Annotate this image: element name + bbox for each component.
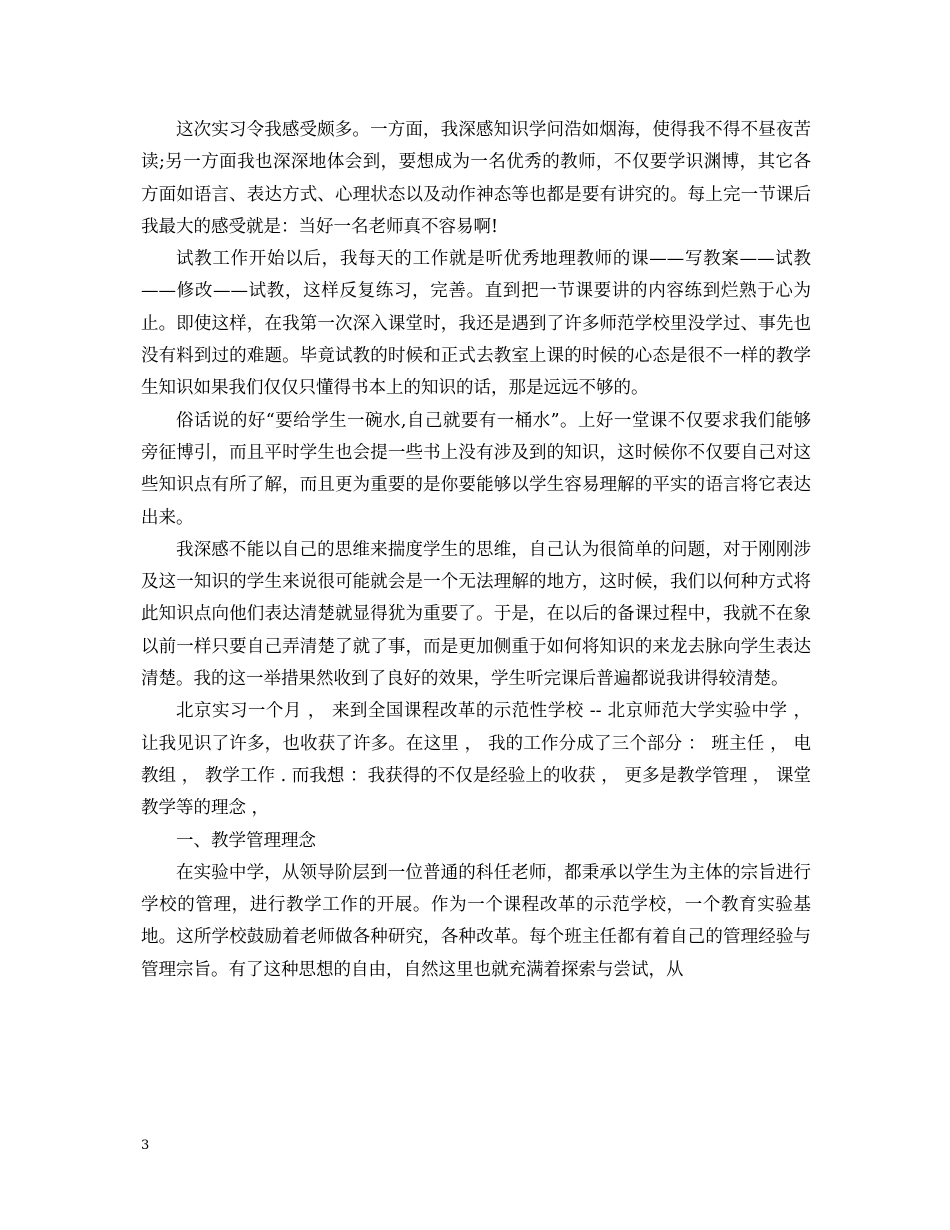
page-number: 3: [141, 1138, 150, 1153]
paragraph: 试教工作开始以后，我每天的工作就是听优秀地理教师的课——写教案——试教——修改——试教，这样反复练习，完善。直到把一节课要讲的内容练到烂熟于心为止。即使这样，在我第一次深入课堂时，我还是遇到了许多师范学校里没学过、事先也没有料到过的难题。毕竟试教的时候和正式去教室上课的时候的心态是很不一样的教学生知识如果我们仅仅只懂得书本上的知识的话，那是远远不够的。: [141, 249, 811, 399]
paragraph: 北京实习一个月 ， 来到全国课程改革的示范性学校 -- 北京师范大学实验中学 ， 让我见识了许多，也收获了许多。在这里 ， 我的工作分成了三个部分 ： 班主任 ， 电教组 ， 教学工作 . 而我想 ：我获得的不仅是经验上的收获 ， 更多是教学管理 ， 课堂教学等的理念 ，: [141, 701, 817, 819]
section-heading: 一、教学管理理念: [176, 830, 316, 851]
document-body: [141, 114, 817, 986]
paragraph: 俗话说的好“要给学生一碗水,自己就要有一桶水”。上好一堂课不仅要求我们能够旁征博引，而且平时学生也会提一些书上没有涉及到的知识，这时候你不仅要自己对这些知识点有所了解，而且更为重要的是你要能够以学生容易理解的平实的语言将它表达出来。: [141, 410, 811, 528]
paragraph: 这次实习令我感受颇多。一方面，我深感知识学问浩如烟海，使得我不得不昼夜苦读;另一方面我也深深地体会到，要想成为一名优秀的教师，不仅要学识渊博，其它各方面如语言、表达方式、心理状态以及动作神态等也都是要有讲究的。每上完一节课后我最大的感受就是：当好一名老师真不容易啊!: [141, 120, 811, 237]
paragraph: 我深感不能以自己的思维来揣度学生的思维，自己认为很简单的问题，对于刚刚涉及这一知识的学生来说很可能就会是一个无法理解的地方，这时候，我们以何种方式将此知识点向他们表达清楚就显得犹为重要了。于是，在以后的备课过程中，我就不在象以前一样只要自己弄清楚了就了事，而是更加侧重于如何将知识的来龙去脉向学生表达清楚。我的这一举措果然收到了良好的效果，学生听完课后普遍都说我讲得较清楚。: [141, 539, 811, 690]
paragraph: 在实验中学，从领导阶层到一位普通的科任老师，都秉承以学生为主体的宗旨进行学校的管理，进行教学工作的开展。作为一个课程改革的示范学校，一个教育实验基地。这所学校鼓励着老师做各种研究，各种改革。每个班主任都有着自己的管理经验与管理宗旨。有了这种思想的自由，自然这里也就充满着探索与尝试，从: [141, 862, 811, 980]
